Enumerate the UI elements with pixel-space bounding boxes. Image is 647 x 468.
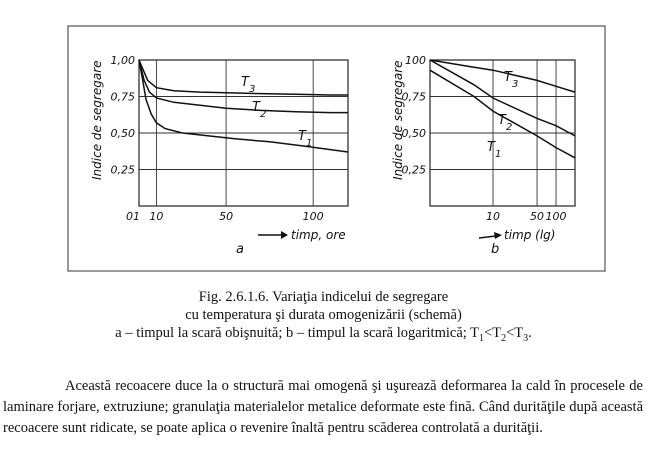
panel-b-series-label-t1: $T_1$ <box>487 140 502 160</box>
caption-t2: T <box>492 325 502 341</box>
figure-caption-subtitle: cu temperatura şi durata omogenizării (schemă) <box>185 307 462 323</box>
caption-t3-sub: 3 <box>523 332 529 344</box>
panel-a-ylabel: Indice de segregare <box>90 60 104 180</box>
panel-b-y-tick-label: 100 <box>405 54 426 67</box>
caption-t1-sub: 1 <box>479 332 485 344</box>
panel-a-y-tick-label: 0,75 <box>110 90 135 104</box>
panel-b-xlabel-arrow <box>479 236 496 238</box>
panel-a <box>90 54 348 257</box>
panel-a-x-tick-label: 10 <box>149 210 164 223</box>
caption-lt2: < <box>506 325 515 341</box>
series-label-subscript: 1 <box>305 137 313 149</box>
panel-b-grid <box>430 60 575 206</box>
panel-b-y-tick-label: 0,50 <box>401 127 426 140</box>
panel-b-series-line-t3 <box>430 60 575 92</box>
caption-lt1: < <box>484 325 493 341</box>
panel-a-x-tick-label: 01 <box>126 210 140 223</box>
body-paragraph: Această recoacere duce la o structură mai omogenă şi uşurează deformarea la cald în procesele de laminare forjare, extruziune; granulaţia materialelor metalice deformate este fină. Când durităţile după această recoacere sunt ridicate, se poate aplica o revenire înaltă pentru scăderea controlată a durităţii. <box>3 378 643 436</box>
panel-a-series-label-t3: $T_3$ <box>241 75 256 95</box>
panel-b-letter: b <box>491 242 500 257</box>
panel-a-series-label-t1: $T_1$ <box>298 129 313 149</box>
panel-a-y-tick-label: 1,00 <box>110 54 135 67</box>
panel-b-xlabel-arrowhead <box>494 232 502 239</box>
series-label-subscript: 2 <box>259 108 267 120</box>
panel-a-x-tick-label: 100 <box>302 210 324 223</box>
panel-b-series-label-t2: $T_2$ <box>498 113 513 133</box>
series-label-subscript: 2 <box>505 121 513 133</box>
panel-b-series <box>430 60 575 158</box>
panel-b-y-tick-label: 0,25 <box>401 163 426 177</box>
panel-a-xlabel-arrowhead <box>281 231 288 239</box>
panel-b-ylabel: Indice de segregare <box>391 60 405 180</box>
caption-legend-text: a – timpul la scară obişnuită; b – timpul la scară logaritmică; <box>115 325 471 341</box>
panel-b-xlabel: timp (lg) <box>504 228 556 242</box>
figure-caption-legend <box>0 324 647 342</box>
panel-b-x-tick-label: 10 <box>486 210 501 223</box>
series-label-subscript: 3 <box>511 78 519 90</box>
panel-a-y-tick-label: 0,25 <box>110 163 135 177</box>
panel-a-letter: a <box>236 242 244 257</box>
panel-b-xlabel-group <box>479 228 555 242</box>
panel-a-series <box>139 60 348 152</box>
caption-t2-sub: 2 <box>501 332 507 344</box>
panel-a-y-tick-label: 0,50 <box>110 127 135 140</box>
series-label-subscript: 1 <box>494 148 502 160</box>
panel-a-x-tick-label: 50 <box>219 210 234 223</box>
panel-b-series-label-t3: $T_3$ <box>504 70 519 90</box>
panel-a-series-line-t1 <box>139 60 348 152</box>
figure-caption-title: Fig. 2.6.1.6. Variaţia indicelui de segregare <box>198 289 449 305</box>
caption-end: . <box>528 325 532 341</box>
panel-b-y-tick-label: 0,75 <box>401 90 426 104</box>
caption-t3: T <box>514 325 524 341</box>
caption-t1: T <box>470 325 480 341</box>
series-label-subscript: 3 <box>248 83 256 95</box>
panel-a-xlabel-group <box>258 228 346 242</box>
panel-b <box>391 54 575 257</box>
panel-a-xlabel: timp, ore <box>291 228 346 242</box>
panel-a-series-label-t2: $T_2$ <box>252 100 267 120</box>
panel-b-x-tick-label: 100 <box>545 210 567 223</box>
panel-b-x-tick-label: 50 <box>530 210 545 223</box>
